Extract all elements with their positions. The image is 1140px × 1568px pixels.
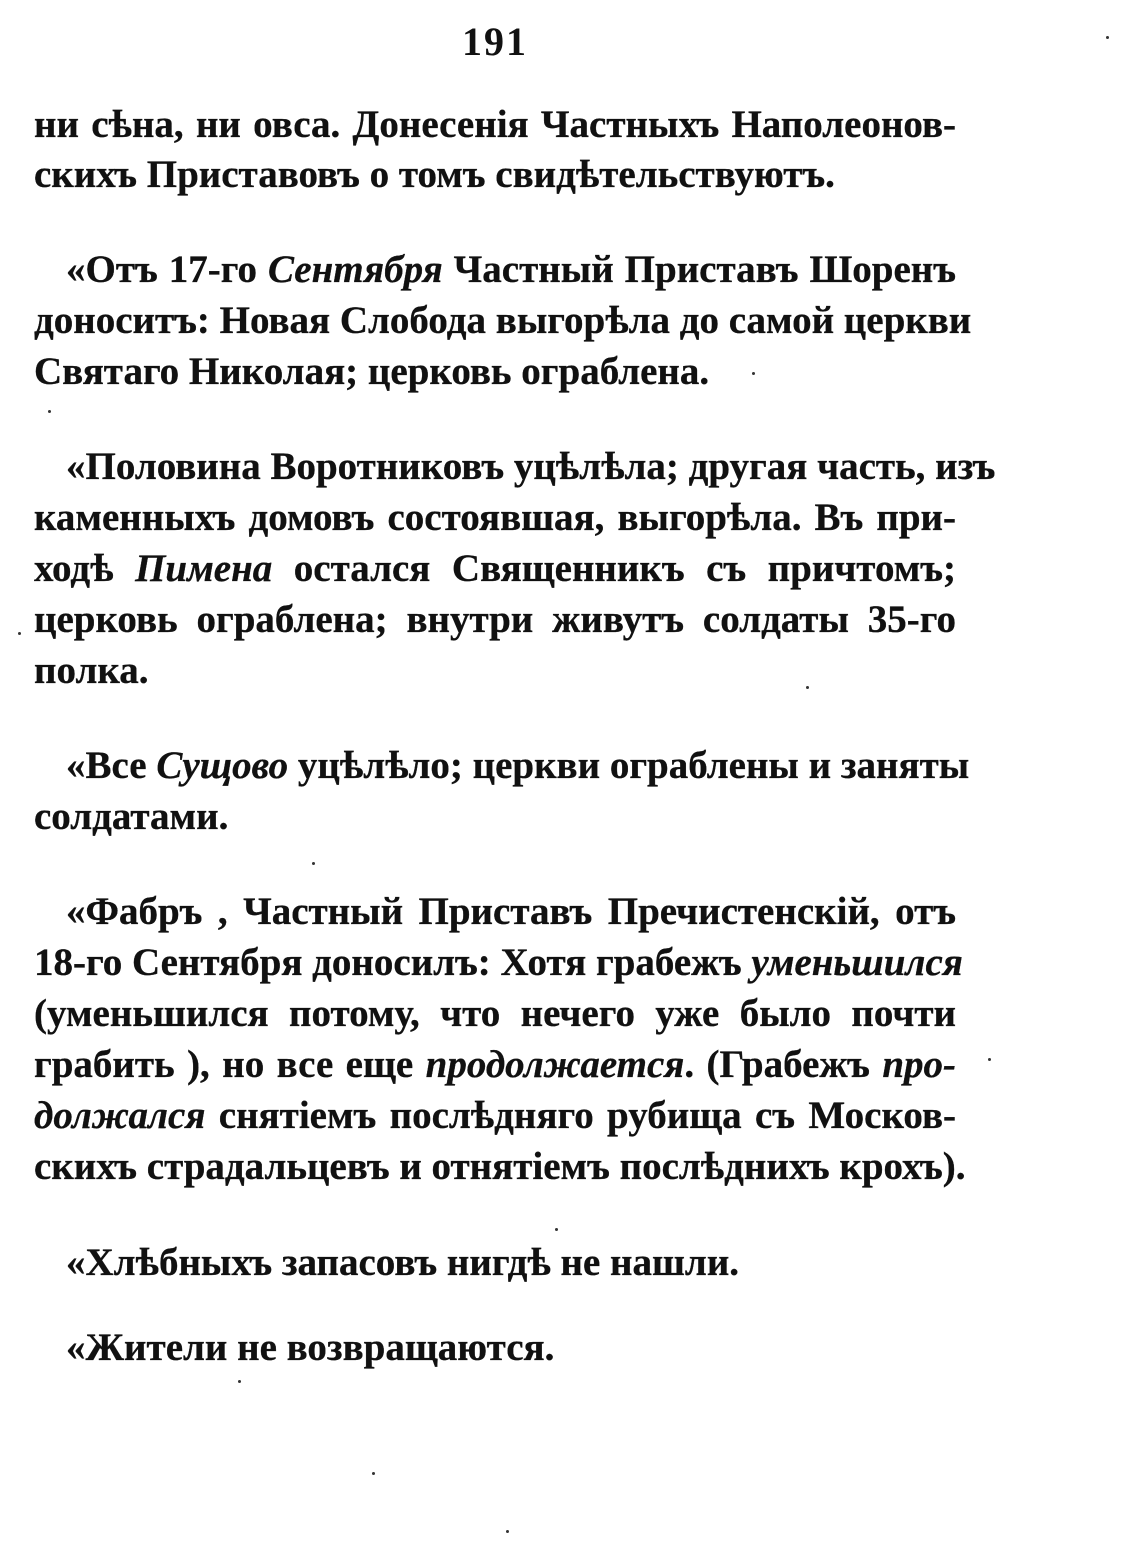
text-run: уцѣлѣло; церкви ограблены и заняты xyxy=(288,744,970,787)
text-run: полка. xyxy=(34,649,149,692)
print-speck xyxy=(506,1530,509,1533)
print-speck xyxy=(238,1380,241,1383)
italic-text-run: про- xyxy=(882,1043,956,1086)
print-speck xyxy=(555,1228,558,1231)
italic-text-run: Сентября xyxy=(267,248,443,291)
print-speck xyxy=(312,862,315,865)
text-run: доноситъ: Новая Слобода выгорѣла до самой церкви xyxy=(34,299,972,342)
text-run: «Хлѣбныхъ запасовъ нигдѣ не нашли. xyxy=(66,1241,740,1284)
print-speck xyxy=(48,410,51,413)
page-number: 191 xyxy=(462,19,528,64)
text-line xyxy=(66,1238,956,1288)
text-run: солдатами. xyxy=(34,795,229,838)
text-run: скихъ страдальцевъ и отнятіемъ послѣднихъ крохъ). xyxy=(34,1145,966,1188)
text-run: ходѣ xyxy=(34,547,136,590)
text-run: 18-го Сентября доносилъ: Хотя грабежъ xyxy=(34,941,752,984)
text-run: «Все xyxy=(66,744,157,787)
print-speck xyxy=(988,1058,991,1061)
text-line xyxy=(66,887,956,937)
italic-text-run: должался xyxy=(34,1094,206,1137)
text-run: снятіемъ послѣдняго рубища съ Москов- xyxy=(205,1094,956,1137)
print-speck xyxy=(372,1472,375,1475)
text-run: «Фабръ , Частный Приставъ Пречистенскій, отъ xyxy=(66,890,956,933)
text-run: «Половина Воротниковъ уцѣлѣла; другая часть, изъ xyxy=(66,445,996,488)
text-line xyxy=(34,1040,956,1090)
text-line xyxy=(34,938,963,988)
text-run: церковь ограблена; внутри живутъ солдаты 35-го xyxy=(34,598,956,641)
text-run: . (Грабежъ xyxy=(684,1043,883,1086)
text-line xyxy=(34,544,956,594)
print-speck xyxy=(18,632,21,635)
italic-text-run: Пимена xyxy=(135,547,273,590)
print-speck xyxy=(806,686,809,689)
text-line xyxy=(66,741,970,791)
text-line xyxy=(34,792,956,842)
text-run: скихъ Приставовъ о томъ свидѣтельствуютъ. xyxy=(34,153,835,196)
text-line xyxy=(34,989,956,1039)
text-line xyxy=(66,245,956,295)
italic-text-run: Сущово xyxy=(156,744,289,787)
text-line xyxy=(34,1142,970,1192)
text-line xyxy=(34,595,956,645)
text-line xyxy=(66,1323,956,1373)
text-run: (уменьшился потому, что нечего уже было почти xyxy=(34,992,956,1035)
text-line xyxy=(34,296,972,346)
text-run: грабить ), но все еще xyxy=(34,1043,426,1086)
italic-text-run: продолжается xyxy=(425,1043,685,1086)
text-run: Святаго Николая; церковь ограблена. xyxy=(34,350,710,393)
text-line xyxy=(34,150,956,200)
text-run: «Отъ 17-го xyxy=(66,248,268,291)
text-line xyxy=(34,493,956,543)
text-run: каменныхъ домовъ состоявшая, выгорѣла. Въ при- xyxy=(34,496,956,539)
text-line xyxy=(34,100,956,150)
text-line xyxy=(34,1091,956,1141)
text-run: «Жители не возвращаются. xyxy=(66,1326,555,1369)
italic-text-run: уменьшился xyxy=(751,941,963,984)
print-speck xyxy=(752,372,755,375)
print-speck xyxy=(1106,36,1109,39)
text-line xyxy=(66,442,996,492)
text-run: Частный Приставъ Шоренъ xyxy=(442,248,956,291)
text-run: остался Священникъ съ причтомъ; xyxy=(272,547,957,590)
text-line xyxy=(34,347,956,397)
text-run: ни сѣна, ни овса. Донесенія Частныхъ Наполеонов- xyxy=(34,103,956,146)
text-line xyxy=(34,646,956,696)
